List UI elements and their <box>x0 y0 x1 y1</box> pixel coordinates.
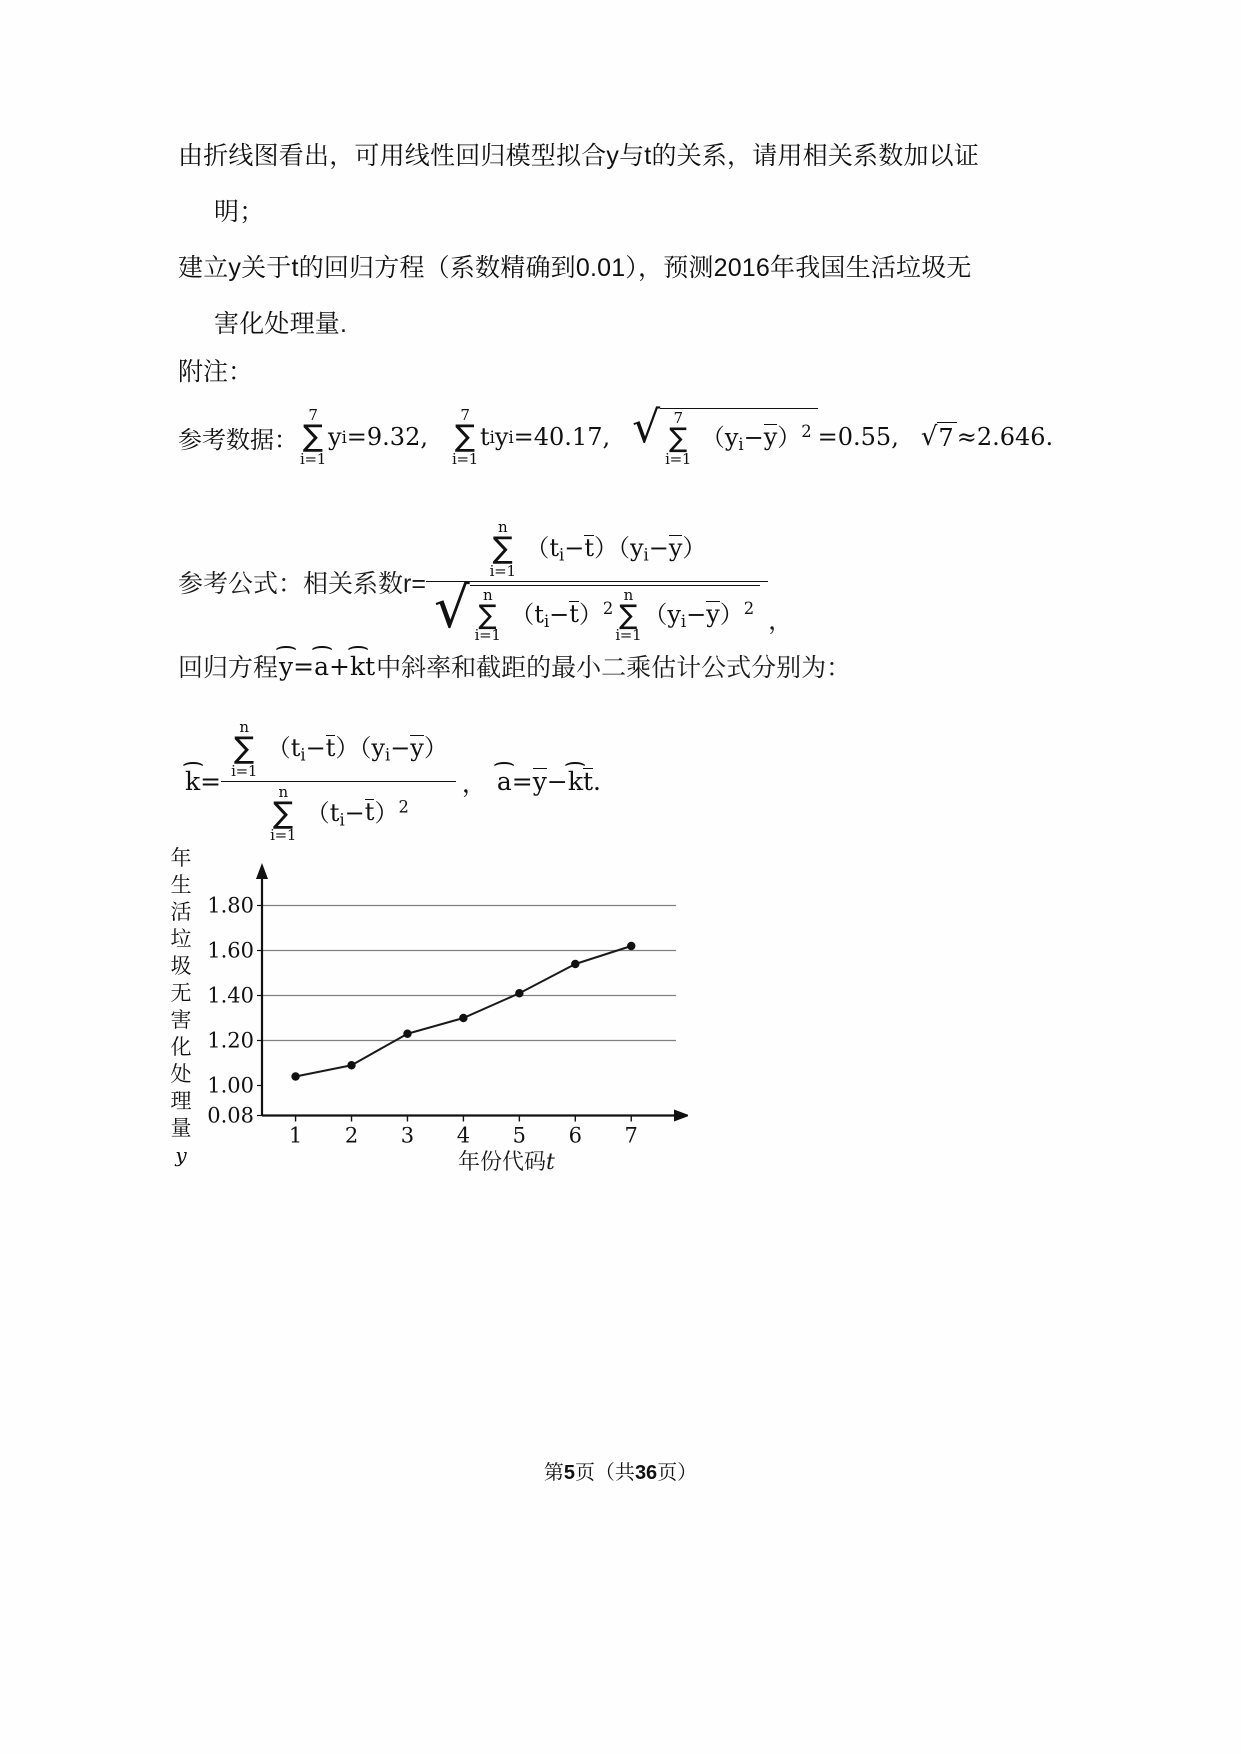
radicand <box>470 585 761 644</box>
seven-value: 7 <box>938 424 954 453</box>
regression-prefix: 回归方程 <box>178 654 279 682</box>
x-axis-label-variable: t <box>546 1150 555 1175</box>
k-den-term: （t <box>305 798 340 827</box>
summation-symbol <box>300 408 326 467</box>
footer-page-number: 5 <box>563 1462 575 1484</box>
chart-data-point <box>459 1014 467 1022</box>
sum-lower-limit: i=1 <box>231 761 258 780</box>
k-den-minus: − <box>344 798 365 827</box>
num-y-sub: i <box>643 545 649 565</box>
x-axis-label-text: 年份代码 <box>458 1149 547 1174</box>
question-2 <box>178 240 1058 352</box>
k-fraction <box>221 720 456 843</box>
footer-total-pages: 36 <box>634 1462 658 1484</box>
sum-upper-limit: n <box>482 585 493 604</box>
sum-lower-limit: i=1 <box>665 449 692 468</box>
y-axis-label-char-5: 无 <box>170 982 192 1005</box>
item3-value: =0.55, <box>817 423 899 452</box>
y-bar: y <box>668 533 683 562</box>
paren-close: ） <box>777 423 802 452</box>
intercept-expression <box>497 767 601 796</box>
k-num-close: ） <box>423 733 448 762</box>
radical-tick: √ <box>433 575 470 641</box>
sigma-glyph: ∑ <box>302 419 324 455</box>
chart-data-point <box>403 1030 411 1038</box>
t-bar: t <box>584 533 594 562</box>
footer-middle: 页（共 <box>574 1462 635 1484</box>
regression-equation-sentence <box>178 648 851 684</box>
radicand <box>660 408 818 467</box>
regression-equals: = <box>293 651 315 681</box>
k-num-y-sub: i <box>384 745 391 765</box>
sum-upper-limit: n <box>278 782 288 801</box>
square-root-symbol <box>433 575 760 645</box>
expr-yi-sub: i <box>738 434 744 454</box>
chart-data-point <box>347 1061 355 1069</box>
chart-y-tick-label: 1.60 <box>207 938 254 963</box>
chart-x-tick-label: 5 <box>512 1123 527 1148</box>
expr-t: t <box>480 423 490 452</box>
regression-t-var: t <box>365 651 376 681</box>
num-mid: ）（y <box>593 533 644 562</box>
summation-symbol <box>474 585 501 645</box>
den-t-term: （t <box>510 599 544 628</box>
sum-upper-limit: n <box>239 718 249 736</box>
square-root-symbol <box>632 402 818 468</box>
r-fraction <box>426 520 768 643</box>
y-axis-label-char-8: 处 <box>170 1063 192 1086</box>
num-t-sub: i <box>558 545 565 565</box>
sigma-glyph: ∑ <box>619 599 638 631</box>
y-axis-label-char-4: 圾 <box>170 955 192 978</box>
k-equals: = <box>200 767 222 796</box>
slope-intercept-formula <box>185 720 601 843</box>
k-den-power: 2 <box>398 797 409 817</box>
y-axis-label-variable: y <box>175 1143 187 1167</box>
num-close: ） <box>682 533 707 562</box>
page-footer <box>0 1456 1241 1485</box>
summation-symbol <box>615 585 642 645</box>
t-bar: t <box>569 599 579 628</box>
question-2-text-line2: 害化处理量. <box>214 310 348 338</box>
k-num-minus-2: − <box>390 733 411 762</box>
question-1-text-line2: 明； <box>214 198 265 226</box>
chart-data-point <box>291 1072 299 1080</box>
k-num-t-sub: i <box>300 745 306 765</box>
k-num-t-term: （t <box>266 733 301 762</box>
radicand <box>937 422 956 452</box>
k-denominator <box>260 782 417 844</box>
reference-data-item-1 <box>298 408 428 467</box>
expr-ty-value: =40.17, <box>513 423 611 452</box>
reference-data-label: 参考数据： <box>178 426 298 454</box>
k-numerator <box>221 720 456 781</box>
den-y-power: 2 <box>743 598 755 618</box>
num-minus-2: − <box>648 533 669 562</box>
formula-label: 参考公式：相关系数r= <box>178 569 426 598</box>
k-num-minus: − <box>305 733 326 762</box>
y-bar: y <box>410 733 424 762</box>
sum-upper-limit: n <box>497 518 508 536</box>
sum-upper-limit: 7 <box>673 409 683 427</box>
k-den-sub: i <box>339 809 345 829</box>
t-bar: t <box>325 733 336 762</box>
sum-lower-limit: i=1 <box>451 449 478 468</box>
num-t-term: （t <box>525 533 559 562</box>
k-num-mid: ）（y <box>335 733 385 762</box>
radical-tick: √ <box>920 422 938 453</box>
sigma-glyph: ∑ <box>492 531 513 566</box>
chart-x-axis-arrow <box>674 1110 688 1122</box>
expr-y-sub: i <box>341 427 347 447</box>
y-bar: y <box>706 599 720 628</box>
paren-open: （ <box>700 423 725 452</box>
summation-symbol <box>270 782 297 844</box>
item4-value: ≈2.646. <box>956 423 1054 452</box>
summation-symbol <box>452 408 478 467</box>
regression-suffix: 中斜率和截距的最小二乘估计公式分别为： <box>376 654 852 682</box>
reference-data-item-2 <box>450 408 610 467</box>
sigma-glyph: ∑ <box>669 423 688 454</box>
correlation-coefficient-formula <box>178 520 793 643</box>
formula-trailing-comma: ， <box>768 607 794 636</box>
chart-x-tick-label: 3 <box>400 1123 415 1148</box>
chart-x-tick-label: 1 <box>288 1123 303 1148</box>
chart-data-point <box>515 989 523 997</box>
k-hat: ⌢ k <box>350 652 365 681</box>
chart-y-axis-arrow <box>256 863 268 879</box>
expr-t-sub: i <box>489 427 495 447</box>
chart-data-point <box>627 942 635 950</box>
y-bar: y <box>763 423 778 452</box>
chart-x-axis-label <box>458 1145 555 1176</box>
y-axis-label-char-1: 生 <box>170 874 192 897</box>
t-bar: t <box>364 798 375 827</box>
r-denominator <box>426 575 768 645</box>
sum-lower-limit: i=1 <box>270 826 297 844</box>
sum-lower-limit: i=1 <box>300 449 327 468</box>
k-hat: ⌢ k <box>185 767 200 796</box>
den-y-close: ） <box>719 599 744 628</box>
expr-y-value: =9.32, <box>346 423 428 452</box>
question-2-text: 建立y关于t的回归方程（系数精确到0.01），预测2016年我国生活垃圾无 <box>178 254 972 282</box>
chart-data-point <box>571 960 579 968</box>
sum-upper-limit: n <box>623 585 633 604</box>
sigma-glyph: ∑ <box>273 795 294 831</box>
a-equals: = <box>511 767 533 796</box>
sigma-glyph: ∑ <box>454 419 476 455</box>
a-hat: ⌢ a <box>497 767 512 796</box>
reference-data-item-4 <box>921 422 1053 452</box>
regression-plus: + <box>329 651 350 681</box>
sigma-glyph: ∑ <box>478 599 497 631</box>
r-numerator <box>480 520 715 581</box>
square-root-symbol <box>921 422 957 452</box>
a-period: . <box>593 767 601 796</box>
k-hat: ⌢ k <box>568 767 583 796</box>
footer-suffix: 页） <box>657 1462 698 1484</box>
t-bar: t <box>582 767 594 796</box>
chart-x-tick-label: 6 <box>568 1123 582 1148</box>
expr-yi: y <box>724 423 739 452</box>
y-axis-label-char-3: 垃 <box>170 928 192 951</box>
den-t-minus: − <box>549 599 570 628</box>
chart-x-tick-label: 2 <box>344 1123 359 1148</box>
y-hat: ⌢ y <box>279 652 293 681</box>
expr-ty-sub: i <box>508 427 514 447</box>
summation-symbol <box>665 411 691 467</box>
reference-data-line <box>178 402 1075 468</box>
y-axis-label-char-10: 量 <box>170 1117 192 1140</box>
den-t-sub: i <box>543 611 550 631</box>
sum-lower-limit: i=1 <box>474 626 501 645</box>
y-bar: y <box>532 767 547 796</box>
chart-x-tick-label: 4 <box>456 1123 471 1148</box>
chart-y-tick-label: 1.00 <box>207 1073 254 1098</box>
question-1-text: 由折线图看出，可用线性回归模型拟合y与t的关系，请用相关系数加以证 <box>178 142 980 170</box>
radical-tick: √ <box>632 402 661 453</box>
minus-sign: − <box>743 423 764 452</box>
chart-y-tick-label: 0.08 <box>207 1103 254 1128</box>
chart-y-tick-label: 1.80 <box>207 893 254 918</box>
footer-prefix: 第 <box>543 1462 564 1484</box>
y-axis-label-char-0: 年 <box>170 847 192 870</box>
y-axis-label-char-7: 化 <box>170 1036 192 1059</box>
reference-data-item-3 <box>632 402 899 468</box>
chart-y-tick-label: 1.40 <box>207 983 254 1008</box>
y-axis-label-char-9: 理 <box>170 1090 192 1113</box>
note-label: 附注： <box>178 358 254 386</box>
chart-y-tick-label: 1.20 <box>207 1028 254 1053</box>
expr-ty: y <box>494 423 509 452</box>
summation-symbol <box>231 720 257 779</box>
sum-upper-limit: 7 <box>308 406 318 425</box>
sum-upper-limit: 7 <box>460 406 470 425</box>
sum-lower-limit: i=1 <box>615 626 642 645</box>
den-y-term: （y <box>643 599 681 628</box>
k-den-close: ） <box>374 798 399 827</box>
sigma-glyph: ∑ <box>234 731 255 766</box>
den-t-power: 2 <box>602 598 614 618</box>
question-1 <box>178 128 1058 240</box>
y-axis-label-char-6: 害 <box>170 1009 192 1032</box>
line-chart <box>168 845 688 1185</box>
chart-x-tick-label: 7 <box>624 1123 638 1148</box>
formula-separator: ， <box>461 768 487 798</box>
y-axis-label-char-2: 活 <box>170 901 192 924</box>
a-hat: ⌢ a <box>314 652 329 681</box>
den-t-close: ） <box>578 599 603 628</box>
den-y-minus: − <box>686 599 707 628</box>
sum-lower-limit: i=1 <box>489 561 516 580</box>
den-y-sub: i <box>680 611 687 631</box>
chart-data-line <box>296 946 632 1077</box>
num-minus: − <box>564 533 585 562</box>
chart-canvas <box>188 861 688 1161</box>
expr-y: y <box>328 423 342 452</box>
exponent: 2 <box>801 422 812 442</box>
a-minus: − <box>546 767 568 796</box>
summation-symbol <box>490 520 516 579</box>
